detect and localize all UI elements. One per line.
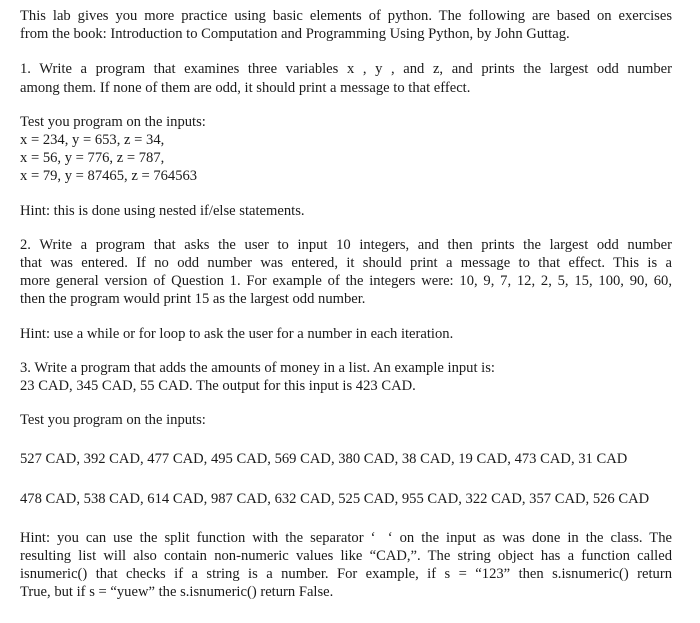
question-1-line: among them. If none of them are odd, it should print a message to that effect. <box>20 79 471 96</box>
question-1-test-heading: Test you program on the inputs: <box>20 113 206 130</box>
question-3-input-line: 478 CAD, 538 CAD, 614 CAD, 987 CAD, 632 CAD, 525 CAD, 955 CAD, 322 CAD, 357 CAD, 526 CAD <box>20 490 650 507</box>
question-1-input-line: x = 56, y = 776, z = 787, <box>20 150 165 167</box>
question-1-test-block <box>20 113 672 186</box>
question-3-hint <box>20 529 672 602</box>
question-3-test-heading-block <box>20 411 672 429</box>
question-3-hint-line: isnumeric() that checks if a string is a number. For example, if s = “123” then s.isnumeric() return <box>20 566 672 583</box>
question-2-line: 2. Write a program that asks the user to input 10 integers, and then prints the largest odd number <box>20 236 672 253</box>
question-1-hint <box>20 202 672 220</box>
question-3-input-line: 527 CAD, 392 CAD, 477 CAD, 495 CAD, 569 CAD, 380 CAD, 38 CAD, 19 CAD, 473 CAD, 31 CAD <box>20 451 628 468</box>
question-2-hint-text: Hint: use a while or for loop to ask the user for a number in each iteration. <box>20 325 454 342</box>
question-1-hint-text: Hint: this is done using nested if/else statements. <box>20 202 305 219</box>
question-3-test-heading: Test you program on the inputs: <box>20 412 206 429</box>
question-3-hint-text: on the input as was done in the class. The <box>399 529 672 546</box>
intro-line: This lab gives you more practice using basic elements of python. The following are based on exercises <box>20 8 672 24</box>
question-3-hint-line <box>20 529 672 547</box>
question-1-input-line: x = 79, y = 87465, z = 764563 <box>20 168 198 185</box>
question-2-line: that was entered. If no odd number was entered, it should print a message to that effect. This is a <box>20 255 672 272</box>
question-3-hint-text: Hint: you can use the split function with the separator <box>20 529 364 546</box>
question-2-line: more general version of Question 1. For example of the integers were: 10, 9, 7, 12, 2, 5, 15, 100, 90, 60, <box>20 273 672 290</box>
question-3-line: 3. Write a program that adds the amounts of money in a list. An example input is: <box>20 359 495 376</box>
lab-document <box>20 7 672 602</box>
separator-quote: ‘ ‘ <box>370 529 393 546</box>
question-1-input-line: x = 234, y = 653, z = 34, <box>20 132 165 149</box>
question-2-line: then the program would print 15 as the largest odd number. <box>20 291 366 308</box>
question-2-hint <box>20 325 672 343</box>
question-2-paragraph <box>20 236 672 309</box>
question-1-paragraph <box>20 60 672 96</box>
question-3-paragraph <box>20 359 672 395</box>
question-3-hint-line: True, but if s = “yuew” the s.isnumeric() return False. <box>20 584 334 601</box>
intro-paragraph <box>20 7 672 43</box>
question-3-input-1-block <box>20 450 672 468</box>
question-3-input-2-block <box>20 490 672 508</box>
question-3-hint-line: resulting list will also contain non-numeric values like “CAD,”. The string object has a function called <box>20 548 672 565</box>
intro-line: from the book: Introduction to Computation and Programming Using Python, by John Guttag. <box>20 26 570 43</box>
question-1-line: 1. Write a program that examines three variables x , y , and z, and prints the largest odd number <box>20 61 672 78</box>
question-3-line: 23 CAD, 345 CAD, 55 CAD. The output for this input is 423 CAD. <box>20 378 416 395</box>
